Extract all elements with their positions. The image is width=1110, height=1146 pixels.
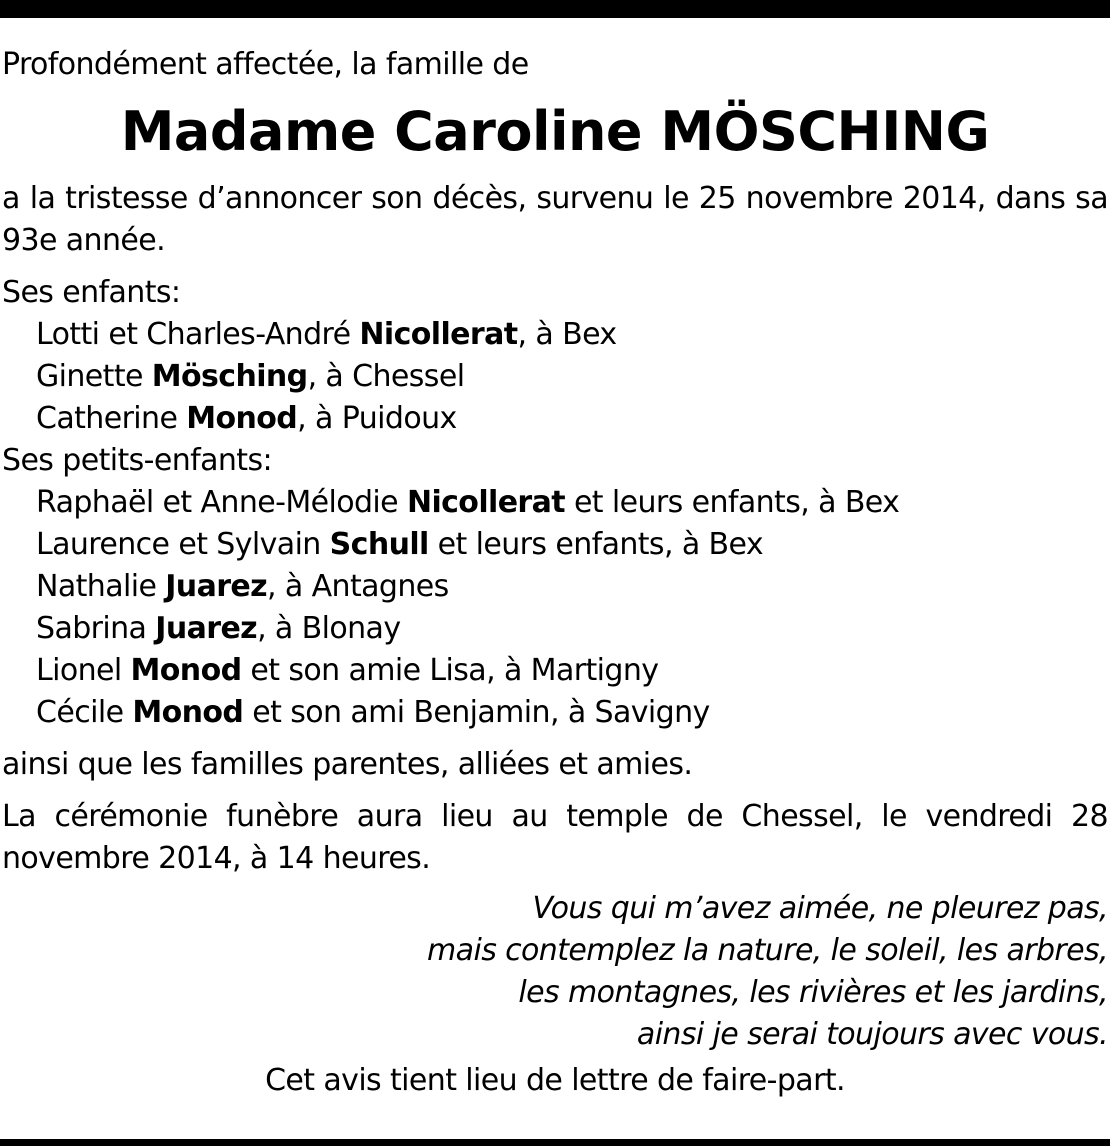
list-item: [2, 692, 1108, 734]
location: , à Chessel: [307, 359, 465, 394]
spacer: [2, 786, 1108, 796]
poem-line: Vous qui m’avez aimée, ne pleurez pas,: [532, 891, 1108, 926]
announcement-text: a la tristesse d’annoncer son décès, survenu le 25 novembre 2014, dans sa 93e année.: [2, 181, 1108, 258]
deceased-name: Madame Caroline MÖSCHING: [120, 100, 990, 163]
given-names: Lotti et Charles-André: [36, 317, 360, 352]
poem-line: mais contemplez la nature, le soleil, les arbres,: [427, 933, 1108, 968]
given-names: Lionel: [36, 653, 131, 688]
grandchildren-list: [2, 482, 1108, 734]
surname: Nicollerat: [359, 317, 518, 352]
surname: Juarez: [165, 569, 268, 604]
children-heading: Ses enfants:: [2, 275, 181, 310]
location: , à Blonay: [257, 611, 401, 646]
given-names: Ginette: [36, 359, 152, 394]
given-names: Catherine: [36, 401, 187, 436]
surname: Monod: [186, 401, 298, 436]
top-rule: [0, 0, 1110, 18]
surname: Monod: [130, 653, 242, 688]
spacer: [2, 262, 1108, 272]
list-item: [2, 524, 1108, 566]
poem-line: ainsi je serai toujours avec vous.: [636, 1017, 1108, 1052]
bottom-rule: [0, 1139, 1110, 1146]
location: , à Puidoux: [297, 401, 457, 436]
list-item: [2, 356, 1108, 398]
list-item: [2, 314, 1108, 356]
location: , à Antagnes: [267, 569, 449, 604]
list-item: [2, 608, 1108, 650]
list-item: [2, 482, 1108, 524]
ceremony-text: La cérémonie funèbre aura lieu au temple de Chessel, le vendredi 28 novembre 2014, à 14 heures.: [2, 799, 1108, 876]
location: et leurs enfants, à Bex: [565, 485, 900, 520]
surname: Monod: [132, 695, 244, 730]
families-text: ainsi que les familles parentes, alliées et amies.: [2, 747, 693, 782]
spacer: [2, 734, 1108, 744]
closing-text: Cet avis tient lieu de lettre de faire-part.: [265, 1063, 845, 1098]
children-list: [2, 314, 1108, 440]
location: , à Bex: [517, 317, 617, 352]
surname: Mösching: [151, 359, 308, 394]
surname: Schull: [329, 527, 429, 562]
location: et leurs enfants, à Bex: [428, 527, 764, 562]
list-item: [2, 566, 1108, 608]
intro-text: Profondément affectée, la famille de: [2, 47, 529, 82]
surname: Nicollerat: [406, 485, 566, 520]
obituary-notice: [2, 44, 1108, 1102]
grandchildren-heading: Ses petits-enfants:: [2, 443, 273, 478]
poem: [2, 888, 1108, 1056]
given-names: Cécile: [36, 695, 133, 730]
surname: Juarez: [155, 611, 258, 646]
given-names: Sabrina: [36, 611, 156, 646]
location: et son ami Benjamin, à Savigny: [243, 695, 710, 730]
given-names: Nathalie: [36, 569, 166, 604]
list-item: [2, 650, 1108, 692]
given-names: Raphaël et Anne-Mélodie: [36, 485, 407, 520]
location: et son amie Lisa, à Martigny: [241, 653, 659, 688]
list-item: [2, 398, 1108, 440]
given-names: Laurence et Sylvain: [36, 527, 330, 562]
poem-line: les montagnes, les rivières et les jardins,: [518, 975, 1108, 1010]
